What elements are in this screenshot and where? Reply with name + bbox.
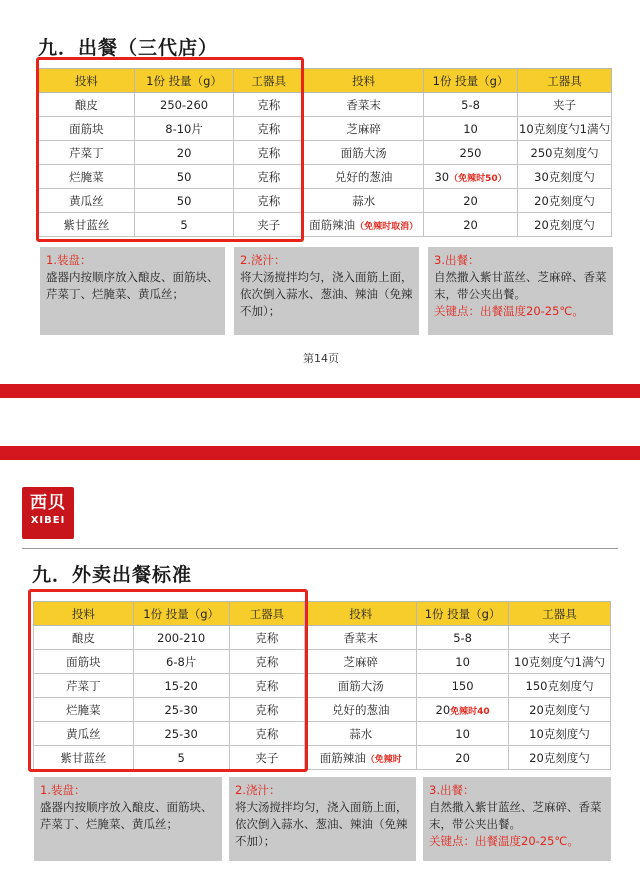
note-text: 自然撒入紫甘蓝丝、芝麻碎、香菜末，带公夹出餐。 bbox=[429, 800, 602, 831]
ingredient-name: 面筋辣油 bbox=[319, 750, 366, 765]
page-divider-bar bbox=[0, 384, 640, 398]
table-cell bbox=[305, 626, 417, 650]
table-cell bbox=[305, 650, 417, 674]
ingredient-name: 烂腌菜 bbox=[66, 702, 101, 717]
table-cell bbox=[424, 117, 518, 141]
tool-name: 20克刻度勺 bbox=[529, 750, 590, 765]
col-header: 投料 bbox=[304, 69, 424, 93]
highlight-box bbox=[36, 57, 304, 242]
note-text: 将大汤搅拌均匀，浇入面筋上面，依次倒入蒜水、葱油、辣油（免辣不加）； bbox=[235, 800, 408, 848]
tool-name: 克称 bbox=[255, 654, 279, 669]
tool-name: 250克刻度勺 bbox=[530, 145, 599, 160]
tool-name: 克称 bbox=[257, 169, 281, 184]
note-serve bbox=[428, 247, 613, 335]
table-cell bbox=[509, 698, 611, 722]
note-title: 1.装盘： bbox=[46, 253, 92, 267]
note-sauce bbox=[229, 777, 416, 861]
table-cell bbox=[509, 626, 611, 650]
col-header: 投料 bbox=[39, 69, 135, 93]
tool-name: 克称 bbox=[257, 145, 281, 160]
col-header: 工器具 bbox=[229, 602, 305, 626]
ingredient-name: 芝麻碎 bbox=[343, 654, 378, 669]
col-header: 1份 投量（g） bbox=[424, 69, 518, 93]
table-cell bbox=[417, 626, 509, 650]
table-cell bbox=[304, 189, 424, 213]
table-cell bbox=[417, 746, 509, 770]
page-title: 九．外卖出餐标准 bbox=[32, 564, 193, 586]
portion-amount: 5 bbox=[177, 750, 185, 765]
table-cell bbox=[424, 141, 518, 165]
tool-name: 克称 bbox=[257, 193, 281, 208]
note-text: 盛器内按顺序放入酿皮、面筋块、芹菜丁、烂腌菜、黄瓜丝； bbox=[46, 270, 219, 301]
col-header: 工器具 bbox=[509, 602, 611, 626]
ingredient-name: 兑好的葱油 bbox=[331, 702, 390, 717]
portion-amount: 20 bbox=[463, 193, 478, 208]
table-cell bbox=[509, 746, 611, 770]
table-cell bbox=[509, 674, 611, 698]
portion-amount: 250-260 bbox=[160, 97, 209, 112]
table-cell bbox=[304, 117, 424, 141]
table-cell bbox=[517, 117, 611, 141]
logo-text-en: XIBEI bbox=[30, 515, 66, 526]
ingredient-name: 面筋辣油 bbox=[309, 217, 356, 232]
tool-name: 克称 bbox=[255, 702, 279, 717]
portion-amount: 50 bbox=[176, 193, 192, 208]
note-plating bbox=[34, 777, 222, 861]
table-cell bbox=[305, 722, 417, 746]
portion-amount: 20 bbox=[176, 145, 192, 160]
table-cell bbox=[417, 698, 509, 722]
table-cell bbox=[305, 698, 417, 722]
table-cell bbox=[517, 189, 611, 213]
note-title: 3.出餐： bbox=[429, 783, 475, 797]
ingredient-note: （免辣时 bbox=[365, 754, 402, 765]
page-gap bbox=[0, 398, 640, 446]
table-cell bbox=[304, 93, 424, 117]
logo-text-cn: 西贝 bbox=[30, 493, 66, 513]
table-cell bbox=[424, 213, 518, 237]
page-divider-bar bbox=[0, 446, 640, 460]
table-cell bbox=[517, 141, 611, 165]
note-title: 3.出餐： bbox=[434, 253, 480, 267]
tool-name: 克称 bbox=[255, 726, 279, 741]
ingredient-name: 芹菜丁 bbox=[69, 145, 104, 160]
tool-name: 克称 bbox=[257, 121, 281, 136]
page-1 bbox=[0, 0, 640, 384]
col-header: 工器具 bbox=[234, 69, 304, 93]
portion-amount: 50 bbox=[176, 169, 192, 184]
col-header: 投料 bbox=[305, 602, 417, 626]
tool-name: 20克刻度勺 bbox=[534, 193, 595, 208]
portion-amount: 5-8 bbox=[461, 97, 480, 112]
note-title: 2.浇汁： bbox=[240, 253, 286, 267]
ingredient-name: 面筋大汤 bbox=[337, 678, 384, 693]
tool-name: 20克刻度勺 bbox=[534, 217, 595, 232]
portion-amount: 5 bbox=[180, 217, 188, 232]
highlight-box bbox=[28, 589, 308, 772]
portion-amount: 250 bbox=[459, 145, 482, 160]
ingredient-name: 面筋块 bbox=[66, 654, 101, 669]
portion-amount: 10 bbox=[463, 121, 478, 136]
portion-amount: 150 bbox=[451, 678, 474, 693]
note-text: 将大汤搅拌均匀，浇入面筋上面，依次倒入蒜水、葱油、辣油（免辣不加）； bbox=[240, 270, 413, 318]
col-header: 1份 投量（g） bbox=[134, 69, 234, 93]
tool-name: 10克刻度勺1满勺 bbox=[519, 121, 610, 136]
portion-amount: 10 bbox=[455, 654, 470, 669]
table-cell bbox=[304, 165, 424, 189]
table-cell bbox=[417, 722, 509, 746]
note-key-point: 关键点：出餐温度20-25℃。 bbox=[429, 834, 579, 848]
note-plating bbox=[40, 247, 225, 335]
note-sauce bbox=[234, 247, 419, 335]
ingredient-name: 芝麻碎 bbox=[346, 121, 381, 136]
note-text: 自然撒入紫甘蓝丝、芝麻碎、香菜末，带公夹出餐。 bbox=[434, 270, 607, 301]
page-number: 第14页 bbox=[303, 352, 339, 365]
ingredient-name: 香菜末 bbox=[343, 630, 378, 645]
tool-name: 夹子 bbox=[257, 217, 281, 232]
table-cell bbox=[305, 674, 417, 698]
note-key-point: 关键点：出餐温度20-25℃。 bbox=[434, 304, 584, 318]
ingredient-name: 酿皮 bbox=[71, 630, 95, 645]
ingredient-name: 蒜水 bbox=[352, 193, 376, 208]
ingredient-note: （免辣时取消） bbox=[355, 221, 419, 232]
note-title: 1.装盘： bbox=[40, 783, 86, 797]
table-cell bbox=[304, 141, 424, 165]
portion-amount: 15-20 bbox=[164, 678, 198, 693]
ingredient-name: 蒜水 bbox=[349, 726, 373, 741]
ingredient-name: 黄瓜丝 bbox=[69, 193, 104, 208]
table-cell bbox=[509, 722, 611, 746]
ingredient-name: 烂腌菜 bbox=[69, 169, 104, 184]
portion-amount: 5-8 bbox=[453, 630, 472, 645]
portion-note: 免辣时40 bbox=[450, 706, 490, 717]
table-cell bbox=[517, 93, 611, 117]
portion-note: （免辣时50） bbox=[449, 173, 507, 184]
portion-amount: 20 bbox=[455, 750, 470, 765]
tool-name: 20克刻度勺 bbox=[529, 702, 590, 717]
table-cell bbox=[417, 674, 509, 698]
ingredient-name: 面筋大汤 bbox=[340, 145, 387, 160]
col-header: 1份 投量（g） bbox=[133, 602, 229, 626]
ingredient-name: 兑好的葱油 bbox=[334, 169, 393, 184]
table-cell bbox=[517, 213, 611, 237]
tool-name: 夹子 bbox=[548, 630, 571, 645]
tool-name: 30克刻度勺 bbox=[534, 169, 595, 184]
portion-amount: 25-30 bbox=[164, 702, 198, 717]
table-cell bbox=[424, 93, 518, 117]
table-cell bbox=[509, 650, 611, 674]
table-cell bbox=[304, 213, 424, 237]
table-cell bbox=[424, 165, 518, 189]
note-title: 2.浇汁： bbox=[235, 783, 281, 797]
table-cell bbox=[305, 746, 417, 770]
tool-name: 夹子 bbox=[552, 97, 576, 112]
col-header: 工器具 bbox=[517, 69, 611, 93]
page-title: 九．出餐（三代店） bbox=[38, 37, 219, 59]
note-serve bbox=[423, 777, 611, 861]
page-2 bbox=[0, 460, 640, 881]
tool-name: 克称 bbox=[257, 97, 281, 112]
tool-name: 150克刻度勺 bbox=[525, 678, 594, 693]
ingredient-name: 黄瓜丝 bbox=[66, 726, 101, 741]
ingredient-name: 紫甘蓝丝 bbox=[63, 217, 110, 232]
col-header: 1份 投量（g） bbox=[417, 602, 509, 626]
portion-amount: 25-30 bbox=[164, 726, 198, 741]
ingredient-name: 紫甘蓝丝 bbox=[60, 750, 107, 765]
note-text: 盛器内按顺序放入酿皮、面筋块、芹菜丁、烂腌菜、黄瓜丝； bbox=[40, 800, 213, 831]
ingredient-name: 面筋块 bbox=[69, 121, 104, 136]
table-cell bbox=[417, 650, 509, 674]
portion-amount: 10 bbox=[455, 726, 470, 741]
col-header: 投料 bbox=[34, 602, 134, 626]
portion-amount: 20 bbox=[463, 217, 478, 232]
portion-amount: 6-8片 bbox=[166, 654, 197, 669]
xibei-logo bbox=[22, 487, 74, 539]
portion-amount: 30 bbox=[434, 169, 450, 184]
portion-amount: 200-210 bbox=[157, 630, 206, 645]
table-cell bbox=[517, 165, 611, 189]
ingredient-name: 酿皮 bbox=[74, 97, 98, 112]
portion-amount: 20 bbox=[435, 702, 451, 717]
header-divider bbox=[22, 548, 618, 549]
tool-name: 10克刻度勺1满勺 bbox=[514, 654, 605, 669]
ingredient-name: 香菜末 bbox=[346, 97, 381, 112]
table-cell bbox=[424, 189, 518, 213]
tool-name: 夹子 bbox=[255, 750, 279, 765]
tool-name: 克称 bbox=[255, 630, 279, 645]
ingredient-name: 芹菜丁 bbox=[66, 678, 101, 693]
tool-name: 克称 bbox=[255, 678, 279, 693]
portion-amount: 8-10片 bbox=[165, 121, 203, 136]
tool-name: 10克刻度勺 bbox=[529, 726, 590, 741]
